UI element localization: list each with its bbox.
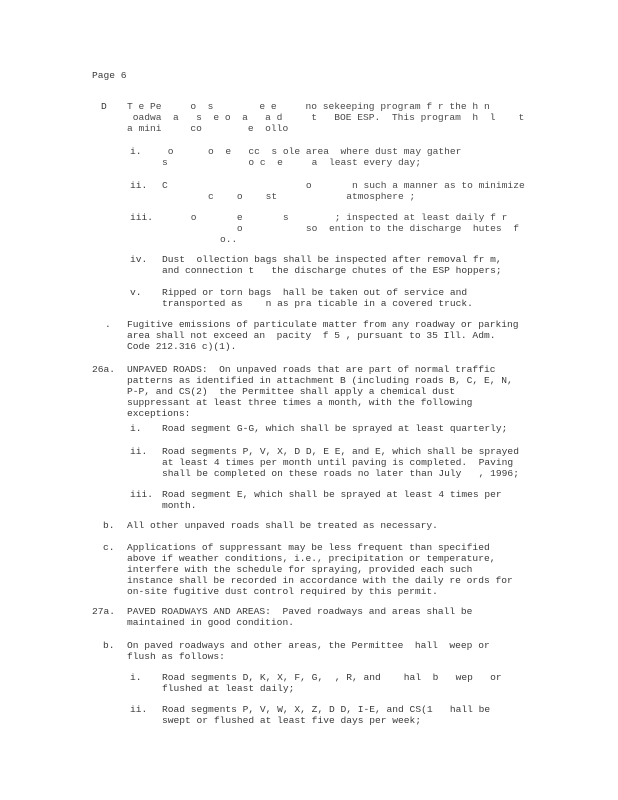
list-item-line: o so ention to the discharge hutes f <box>162 223 519 234</box>
list-item-line: C o n such a manner as to minimize <box>162 180 525 191</box>
list-item-number: i. <box>130 423 142 434</box>
list-item-line: Road segment E, which shall be sprayed at least 4 times per <box>162 489 502 500</box>
fugitive-line: Fugitive emissions of particulate matter from any roadway or parking <box>127 319 519 330</box>
section-26c-line: on-site fugitive dust control required by this permit. <box>127 586 438 597</box>
section-d-intro-line: oadwa a s e o a a d t BOE ESP. This program h l t <box>127 112 525 123</box>
section-27b-line: flush as follows: <box>127 651 225 662</box>
list-item-number: ii. <box>130 704 148 715</box>
section-27-marker: 27a. <box>92 606 116 617</box>
list-item-line: Road segments D, K, X, F, G, , R, and hal b wep or <box>162 672 502 683</box>
section-d-intro-line: T e Pe o s e e no sekeeping program f r the h n <box>127 101 490 112</box>
list-item-line: Dust ollection bags shall be inspected after removal fr m, <box>162 254 502 265</box>
section-26c-marker: c. <box>103 542 115 553</box>
list-item-line: Road segments P, V, W, X, Z, D D, I-E, and CS(1 hall be <box>162 704 491 715</box>
list-item-number: i. <box>130 672 142 683</box>
list-item-line: transported as n as pra ticable in a covered truck. <box>162 298 473 309</box>
section-26-line: UNPAVED ROADS: On unpaved roads that are part of normal traffic <box>127 364 496 375</box>
section-d-intro-line: a mini co e ollo <box>127 123 289 134</box>
list-item-number: iii. <box>130 489 154 500</box>
list-item-line: swept or flushed at least five days per week; <box>162 715 422 726</box>
list-item-line: Ripped or torn bags hall be taken out of service and <box>162 287 468 298</box>
list-item-line: o.. <box>220 234 238 245</box>
page-label: Page 6 <box>92 70 127 81</box>
list-item-number: ii. <box>130 446 148 457</box>
section-27-line: PAVED ROADWAYS AND AREAS: Paved roadways and areas shall be <box>127 606 473 617</box>
section-26c-line: interfere with the schedule for spraying, provided each such <box>127 564 473 575</box>
fugitive-marker: . <box>105 319 111 330</box>
list-item-number: ii. <box>130 180 148 191</box>
section-26-line: suppressant at least three times a month, with the following <box>127 397 473 408</box>
list-item-number: iii. <box>130 212 154 223</box>
section-26b-line: All other unpaved roads shall be treated as necessary. <box>127 520 438 531</box>
section-26-line: patterns as identified in attachment B (including roads B, C, E, N, <box>127 375 513 386</box>
list-item-line: c o st atmosphere ; <box>162 191 416 202</box>
list-item-number: iv. <box>130 254 148 265</box>
fugitive-line: Code 212.316 c)(1). <box>127 341 237 352</box>
list-item-number: v. <box>130 287 142 298</box>
list-item-line: shall be completed on these roads no later than July , 1996; <box>162 468 519 479</box>
section-26-marker: 26a. <box>92 364 116 375</box>
section-26b-marker: b. <box>103 520 115 531</box>
section-d-marker: D <box>101 101 107 112</box>
fugitive-line: area shall not exceed an pacity f 5 , pursuant to 35 Ill. Adm. <box>127 330 496 341</box>
section-26c-line: instance shall be recorded in accordance with the daily re ords for <box>127 575 513 586</box>
list-item-line: flushed at least daily; <box>162 683 295 694</box>
list-item-line: at least 4 times per month until paving is completed. Paving <box>162 457 514 468</box>
list-item-line: month. <box>162 500 197 511</box>
list-item-line: o o e cc s ole area where dust may gather <box>162 146 462 157</box>
section-26c-line: Applications of suppressant may be less frequent than specified <box>127 542 490 553</box>
section-27b-line: On paved roadways and other areas, the Permittee hall weep or <box>127 640 490 651</box>
list-item-line: o e s ; inspected at least daily f r <box>162 212 508 223</box>
section-27-line: maintained in good condition. <box>127 617 294 628</box>
section-26c-line: above if weather conditions, i.e., precipitation or temperature, <box>127 553 496 564</box>
list-item-line: and connection t the discharge chutes of the ESP hoppers; <box>162 265 502 276</box>
list-item-number: i. <box>130 146 142 157</box>
section-27b-marker: b. <box>103 640 115 651</box>
section-26-line: exceptions: <box>127 408 191 419</box>
section-26-line: P-P, and CS(2) the Permittee shall apply a chemical dust <box>127 386 456 397</box>
list-item-line: Road segments P, V, X, D D, E E, and E, which shall be sprayed <box>162 446 519 457</box>
list-item-line: Road segment G-G, which shall be sprayed at least quarterly; <box>162 423 508 434</box>
list-item-line: s o c e a least every day; <box>162 157 422 168</box>
